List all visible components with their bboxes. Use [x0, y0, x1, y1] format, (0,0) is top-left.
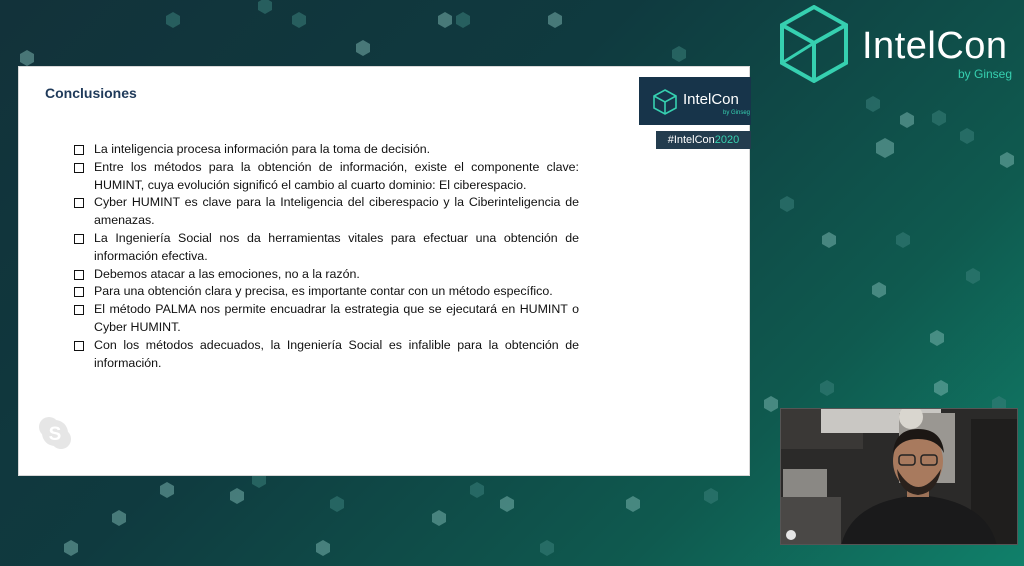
list-item: Entre los métodos para la obtención de información, existe el componente clave: HUMINT, cuya evolución significó el cambio al cuarto dominio: El ciberespacio.	[74, 159, 579, 195]
speaker-video-image	[781, 409, 1018, 545]
cube-logo-icon	[780, 5, 848, 83]
list-item: El método PALMA nos permite encuadrar la estrategia que se ejecutará en HUMINT o Cyber HUMINT.	[74, 301, 579, 337]
hashtag-year: 2020	[714, 134, 740, 146]
webcam-feed	[780, 408, 1018, 545]
skype-icon	[37, 415, 73, 451]
list-item: La Ingeniería Social nos da herramientas vitales para efectuar una obtención de información efectiva.	[74, 230, 579, 266]
hashtag-badge	[656, 131, 751, 149]
svg-text:S: S	[48, 424, 62, 445]
hashtag-text: #IntelCon	[667, 134, 715, 146]
brand-byline: by Ginseg	[958, 67, 1013, 81]
slide-title: Conclusiones	[45, 85, 137, 101]
list-item: La inteligencia procesa información para la toma de decisión.	[74, 141, 579, 159]
list-item: Debemos atacar a las emociones, no a la razón.	[74, 266, 579, 284]
list-item: Cyber HUMINT es clave para la Inteligencia del ciberespacio y la Ciberinteligencia de amenazas.	[74, 194, 579, 230]
slide-logo-byline: by Ginseg	[723, 110, 751, 116]
presentation-slide	[18, 66, 750, 476]
list-item: Para una obtención clara y precisa, es importante contar con un método específico.	[74, 283, 579, 301]
list-item: Con los métodos adecuados, la Ingeniería Social es infalible para la obtención de información.	[74, 337, 579, 373]
event-brand	[780, 5, 1020, 85]
slide-logo-name: IntelCon	[683, 91, 739, 108]
brand-name: IntelCon	[862, 25, 1008, 67]
conclusions-list	[74, 141, 579, 372]
cube-logo-icon	[653, 89, 677, 115]
slide-logo	[639, 77, 751, 125]
